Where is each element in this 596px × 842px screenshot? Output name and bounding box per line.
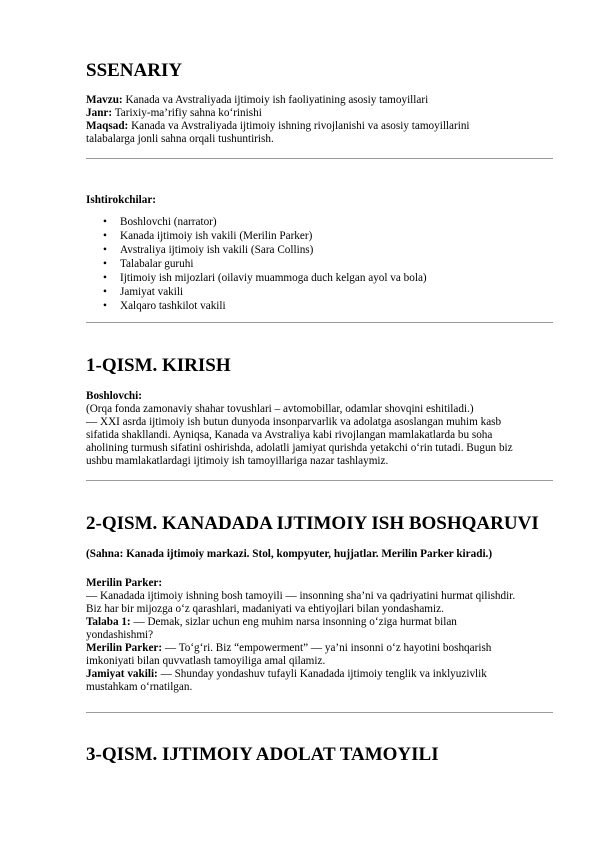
- dialogue-jamiyat: [86, 668, 487, 681]
- participant-item: Boshlovchi (narrator): [120, 216, 217, 228]
- meta-maqsad: [86, 120, 470, 133]
- section-2-title: 2-QISM. KANADADA IJTIMOIY ISH BOSHQARUVI: [86, 513, 539, 534]
- mavzu-label: Mavzu:: [86, 94, 123, 106]
- bullet-icon: •: [103, 216, 107, 228]
- bullet-icon: •: [103, 258, 107, 270]
- section-1-line: sifatida shakllandi. Ayniqsa, Kanada va Avstraliya kabi rivojlangan mamlakatlarda bu soha: [86, 429, 493, 441]
- participant-item: Ijtimoiy ish mijozlari (oilaviy muammoga duch kelgan ayol va bola): [120, 272, 427, 284]
- jamiyat-label: Jamiyat vakili:: [86, 668, 158, 680]
- bullet-icon: •: [103, 244, 107, 256]
- dialogue-line: mustahkam o‘rnatilgan.: [86, 681, 193, 693]
- dialogue-line: imkoniyati bilan quvvatlash tamoyiliga amal qilamiz.: [86, 655, 326, 667]
- divider: [86, 480, 553, 481]
- bullet-icon: •: [103, 300, 107, 312]
- janr-label: Janr:: [86, 107, 113, 119]
- maqsad-label: Maqsad:: [86, 120, 129, 132]
- participant-item: Xalqaro tashkilot vakili: [120, 300, 226, 312]
- section-3-title: 3-QISM. IJTIMOIY ADOLAT TAMOYILI: [86, 744, 439, 765]
- dialogue-line: Biz har bir mijozga o‘z qarashlari, madaniyati va ehtiyojlari bilan yondashamiz.: [86, 603, 444, 615]
- jamiyat-text: — Shunday yondashuv tufayli Kanadada ijtimoiy tenglik va inklyuzivlik: [157, 668, 487, 680]
- document-title: SSENARIY: [86, 60, 183, 81]
- section-1-line: ushbu mamlakatlardagi ijtimoiy ish tamoyillariga nazar tashlaymiz.: [86, 455, 389, 467]
- merilin-text: — To‘g‘ri. Biz “empowerment” — ya’ni insonni o‘z hayotini boshqarish: [162, 642, 492, 654]
- bullet-icon: •: [103, 286, 107, 298]
- speaker-merilin: Merilin Parker:: [86, 577, 163, 589]
- participant-item: Talabalar guruhi: [120, 258, 194, 270]
- section-1-line: — XXI asrda ijtimoiy ish butun dunyoda insonparvarlik va adolatga asoslangan muhim kasb: [86, 416, 502, 428]
- talaba-label: Talaba 1:: [86, 616, 131, 628]
- divider: [86, 712, 553, 713]
- dialogue-merilin: [86, 642, 491, 655]
- meta-janr: [86, 107, 262, 120]
- section-1-speaker: Boshlovchi:: [86, 390, 142, 402]
- dialogue-talaba: [86, 616, 457, 629]
- dialogue-line: — Kanadada ijtimoiy ishning bosh tamoyili — insonning sha’ni va qadriyatini hurmat qilishdir.: [86, 590, 516, 602]
- section-1-title: 1-QISM. KIRISH: [86, 355, 231, 376]
- divider: [86, 158, 553, 159]
- participants-heading: Ishtirokchilar:: [86, 194, 157, 206]
- participant-item: Avstraliya ijtimoiy ish vakili (Sara Collins): [120, 244, 314, 256]
- maqsad-value-1: Kanada va Avstraliyada ijtimoiy ishning rivojlanishi va asosiy tamoyillarini: [128, 120, 470, 132]
- participant-item: Kanada ijtimoiy ish vakili (Merilin Parker): [120, 230, 313, 242]
- section-1-line: (Orqa fonda zamonaviy shahar tovushlari – avtomobillar, odamlar shovqini eshitiladi.): [86, 403, 474, 415]
- bullet-icon: •: [103, 230, 107, 242]
- dialogue-line: yondashishmi?: [86, 629, 154, 641]
- janr-value: Tarixiy-ma’rifiy sahna ko‘rinishi: [112, 107, 262, 119]
- divider: [86, 322, 553, 323]
- meta-maqsad-cont: talabalarga jonli sahna orqali tushuntirish.: [86, 133, 274, 145]
- section-1-line: aholining turmush sifatini oshirishda, adolatli jamiyat qurishda yetakchi o‘rin tutadi. Bugun biz: [86, 442, 513, 454]
- section-2-stage-direction: (Sahna: Kanada ijtimoiy markazi. Stol, kompyuter, hujjatlar. Merilin Parker kiradi.): [86, 548, 493, 560]
- merilin-label: Merilin Parker:: [86, 642, 163, 654]
- meta-mavzu: [86, 94, 428, 107]
- mavzu-value: Kanada va Avstraliyada ijtimoiy ish faoliyatining asosiy tamoyillari: [122, 94, 429, 106]
- participant-item: Jamiyat vakili: [120, 286, 184, 298]
- talaba-text: — Demak, sizlar uchun eng muhim narsa insonning o‘ziga hurmat bilan: [130, 616, 457, 628]
- bullet-icon: •: [103, 272, 107, 284]
